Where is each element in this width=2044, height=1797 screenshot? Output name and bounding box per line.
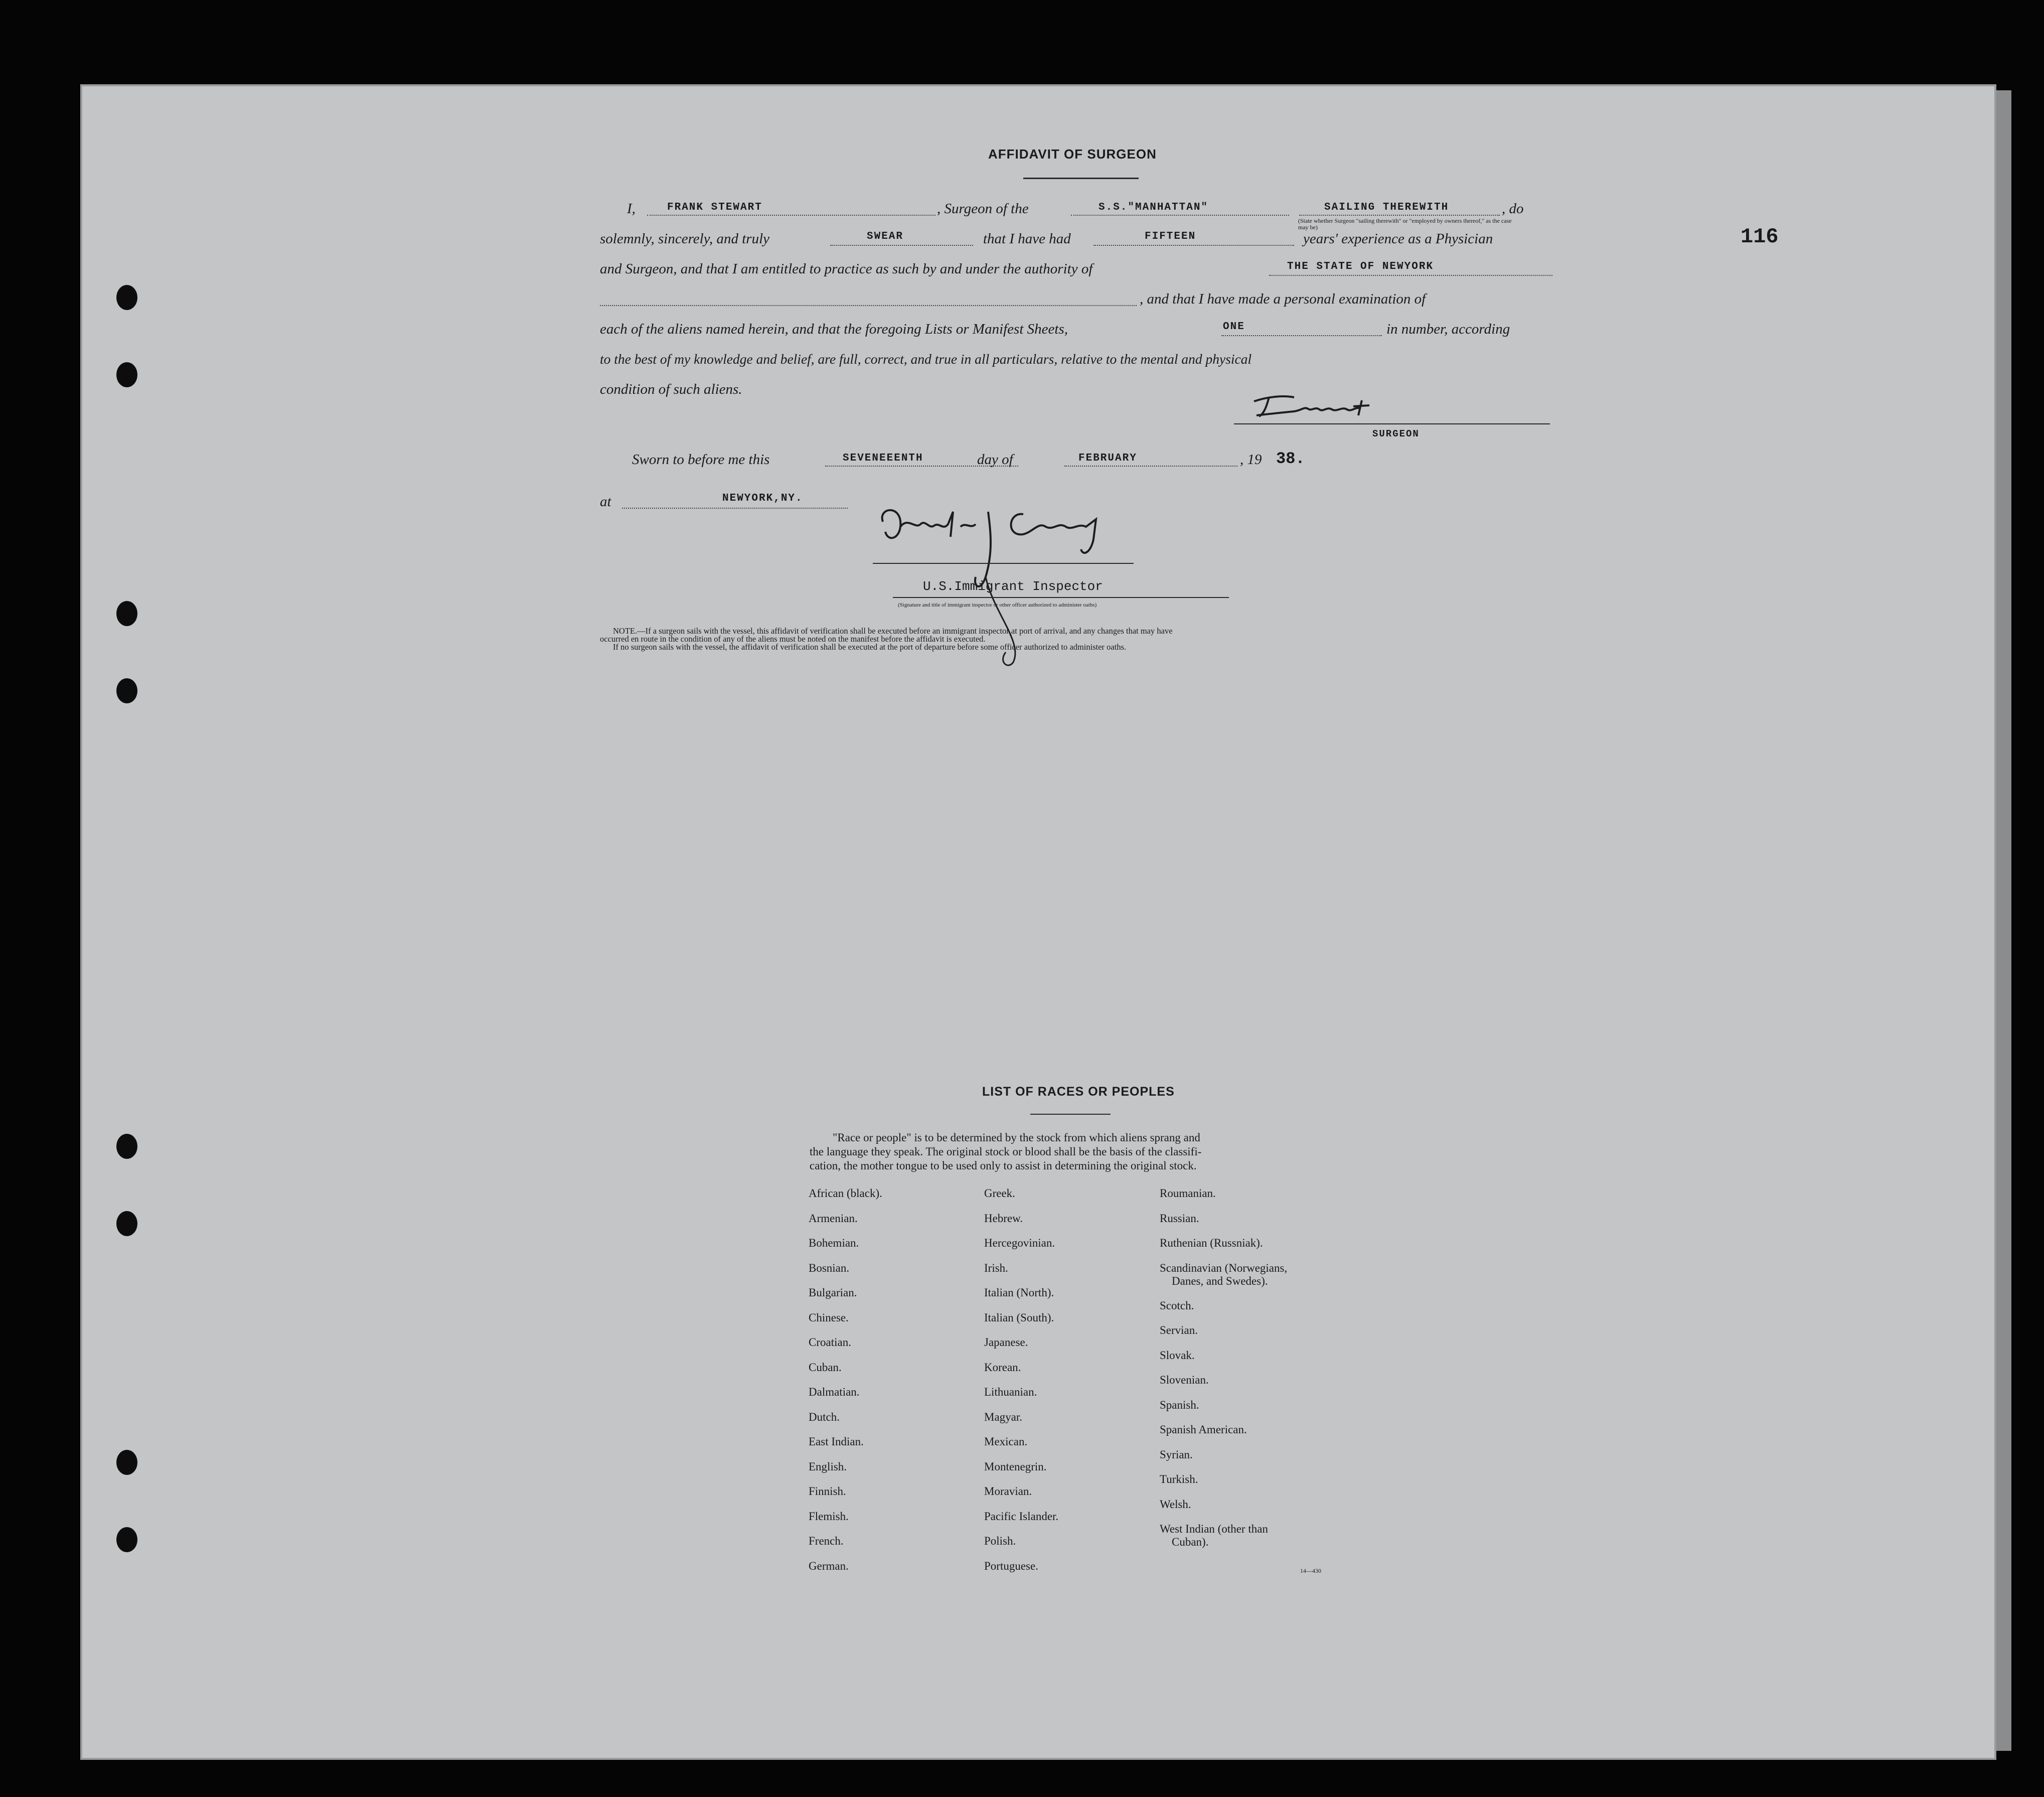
inspector-caption: (Signature and title of immigrant inspector or other officer authorized to administer oaths) [898, 602, 1097, 608]
race-item: Korean. [984, 1361, 1021, 1374]
race-item: Japanese. [984, 1336, 1028, 1349]
fill-line [1269, 275, 1552, 276]
affidavit-line1-mid: , Surgeon of the [937, 201, 1029, 217]
page-number: 116 [1741, 225, 1779, 249]
fill-line [1093, 245, 1294, 246]
affidavit-line1-prefix: I, [627, 201, 636, 217]
race-item: Dalmatian. [809, 1386, 860, 1398]
binder-hole [116, 1211, 137, 1236]
races-intro-line3: cation, the mother tongue to be used only to assist in determining the original stock. [810, 1159, 1197, 1172]
race-item: Moravian. [984, 1485, 1032, 1498]
race-item: Pacific Islander. [984, 1510, 1059, 1523]
affidavit-line5-start: each of the aliens named herein, and that the foregoing Lists or Manifest Sheets, [600, 321, 1068, 337]
manifest-count: ONE [1223, 321, 1245, 333]
race-item: Turkish. [1160, 1473, 1198, 1485]
race-item: East Indian. [809, 1435, 864, 1448]
race-item: Slovenian. [1160, 1374, 1209, 1386]
affidavit-line7: condition of such aliens. [600, 381, 742, 397]
binder-hole [116, 678, 137, 703]
races-column-3 [1160, 1187, 1340, 1549]
race-item: Bohemian. [809, 1237, 859, 1249]
inspector-title-line [893, 597, 1229, 598]
binder-hole [116, 285, 137, 310]
race-item: Portuguese. [984, 1559, 1038, 1572]
race-item: Roumanian. [1160, 1187, 1216, 1200]
sworn-month: FEBRUARY [1078, 453, 1137, 464]
race-item: Chinese. [809, 1311, 849, 1324]
sworn-day-word: day of [977, 452, 1013, 468]
race-item: Spanish. [1160, 1398, 1199, 1411]
race-item: Scandinavian (Norwegians, [1160, 1261, 1288, 1274]
race-item: Dutch. [809, 1410, 840, 1423]
race-item: Bosnian. [809, 1261, 850, 1274]
fill-line [647, 215, 935, 216]
race-item: Lithuanian. [984, 1386, 1037, 1398]
sailing-status: SAILING THEREWITH [1324, 202, 1449, 213]
fill-line [1064, 466, 1237, 467]
race-item: Mexican. [984, 1435, 1028, 1448]
races-column-2 [984, 1187, 1150, 1584]
affidavit-line2-mid: that I have had [983, 231, 1071, 247]
race-item: Ruthenian (Russniak). [1160, 1237, 1263, 1249]
note-line2: occurred en route in the condition of any of the aliens must be noted on the manifest before the affidavit is executed. [600, 634, 986, 644]
fill-line [600, 305, 1137, 306]
affidavit-line4: , and that I have made a personal examination of [1140, 291, 1426, 307]
binder-hole [116, 1134, 137, 1159]
race-item: Flemish. [809, 1510, 849, 1523]
status-note: (State whether Surgeon "sailing therewith" or "employed by owners thereof," as the case may be) [1298, 217, 1512, 231]
races-title-underline [1030, 1114, 1111, 1115]
surgeon-signature-line [1234, 423, 1550, 424]
inspector-signature-line [873, 563, 1134, 564]
title-underline [1023, 178, 1139, 179]
vessel-name: S.S."MANHATTAN" [1098, 202, 1209, 213]
race-item: Bulgarian. [809, 1286, 857, 1299]
race-item: Armenian. [809, 1212, 858, 1225]
affidavit-line2-end: years' experience as a Physician [1303, 231, 1493, 247]
fill-line [622, 508, 848, 509]
race-item: Polish. [984, 1535, 1016, 1547]
race-item: Hebrew. [984, 1212, 1023, 1225]
binder-hole [116, 1527, 137, 1552]
race-item: Spanish American. [1160, 1423, 1247, 1436]
affidavit-line3-start: and Surgeon, and that I am entitled to practice as such by and under the authority of [600, 261, 1093, 277]
at-label: at [600, 494, 611, 510]
page-stack-edge [1996, 90, 2011, 1751]
surgeon-name: FRANK STEWART [667, 202, 762, 213]
sworn-day: SEVENEEENTH [843, 453, 923, 464]
sworn-year-prefix: , 19 [1240, 452, 1262, 468]
race-item: Italian (North). [984, 1286, 1054, 1299]
race-item: Montenegrin. [984, 1460, 1047, 1473]
affidavit-line2-start: solemnly, sincerely, and truly [600, 231, 770, 247]
race-item: Hercegovinian. [984, 1237, 1055, 1249]
fill-line [1071, 215, 1289, 216]
affidavit-line5-end: in number, according [1386, 321, 1510, 337]
race-item: West Indian (other than [1160, 1523, 1268, 1535]
note-line3: If no surgeon sails with the vessel, the affidavit of verification shall be executed at the port of departure before some officer authorized to administer oaths. [613, 642, 1127, 652]
races-column-1 [809, 1187, 974, 1584]
form-number: 14—430 [1300, 1567, 1321, 1574]
fill-line [1221, 335, 1382, 336]
race-item: Scotch. [1160, 1299, 1194, 1312]
races-intro-line1: "Race or people" is to be determined by the stock from which aliens sprang and [833, 1131, 1200, 1144]
sworn-start: Sworn to before me this [632, 452, 770, 468]
race-item: Syrian. [1160, 1448, 1193, 1461]
race-item: Croatian. [809, 1336, 851, 1349]
inspector-title: U.S.Immigrant Inspector [923, 579, 1103, 594]
binder-hole [116, 601, 137, 626]
race-item: Greek. [984, 1187, 1015, 1200]
affidavit-line6: to the best of my knowledge and belief, are full, correct, and true in all particulars, relative to the mental and physical [600, 351, 1252, 367]
note-line1: NOTE.—If a surgeon sails with the vessel, this affidavit of verification shall be executed before an immigrant inspector at port of arrival, and any changes that may have [613, 626, 1173, 636]
binder-hole [116, 1450, 137, 1475]
years-experience: FIFTEEN [1145, 231, 1196, 242]
race-item: Italian (South). [984, 1311, 1054, 1324]
race-item: Servian. [1160, 1324, 1198, 1336]
race-item: African (black). [809, 1187, 882, 1200]
race-item: German. [809, 1559, 849, 1572]
race-item: Russian. [1160, 1212, 1199, 1225]
race-item: Cuban. [809, 1361, 842, 1374]
race-item: Cuban). [1172, 1536, 1209, 1548]
race-item: Finnish. [809, 1485, 846, 1498]
at-place: NEWYORK,NY. [722, 493, 803, 504]
race-item: French. [809, 1535, 844, 1547]
race-item: Irish. [984, 1261, 1008, 1274]
races-intro-line2: the language they speak. The original stock or blood shall be the basis of the classifi- [810, 1145, 1202, 1158]
races-title: LIST OF RACES OR PEOPLES [982, 1085, 1175, 1099]
race-item: English. [809, 1460, 847, 1473]
race-item: Magyar. [984, 1410, 1023, 1423]
surgeon-signature [1249, 386, 1379, 421]
fill-line [1299, 215, 1500, 216]
surgeon-label: SURGEON [1372, 428, 1420, 439]
race-item: Danes, and Swedes). [1172, 1274, 1268, 1287]
affidavit-line1-end: , do [1502, 201, 1524, 217]
licensing-authority: THE STATE OF NEWYORK [1287, 261, 1434, 272]
race-item: Slovak. [1160, 1349, 1195, 1362]
fill-line [830, 245, 973, 246]
race-item: Welsh. [1160, 1498, 1191, 1511]
binder-hole [116, 362, 137, 387]
affidavit-title: AFFIDAVIT OF SURGEON [988, 146, 1157, 162]
sworn-year: 38. [1276, 450, 1305, 468]
oath-word: SWEAR [867, 231, 904, 242]
